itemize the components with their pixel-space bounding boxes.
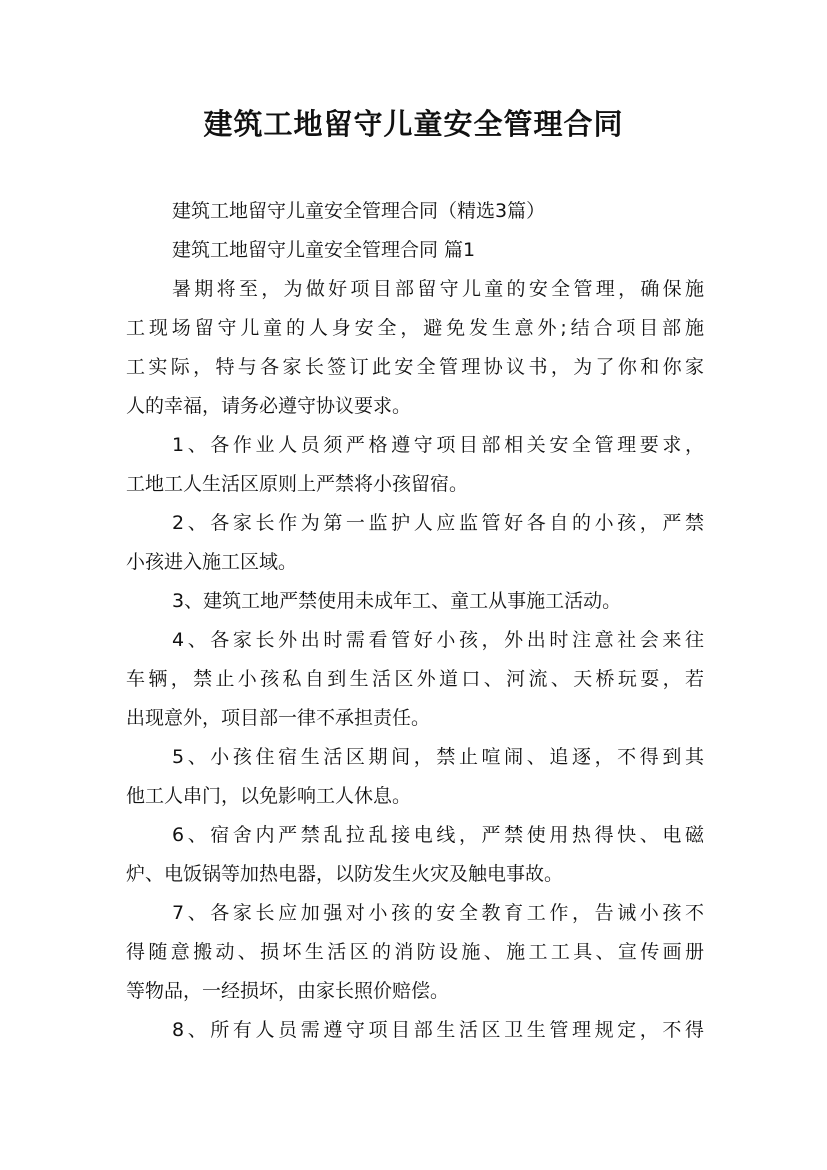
clause-line: 等物品，一经损坏，由家长照价赔偿。: [126, 980, 450, 1002]
clause-line: 7、各家长应加强对小孩的安全教育工作，告诫小孩不: [172, 902, 704, 924]
clause-line: 他工人串门，以免影响工人休息。: [126, 785, 412, 807]
paragraph-line: 人的幸福，请务必遵守协议要求。: [126, 395, 412, 417]
clause-line: 小孩进入施工区域。: [126, 551, 298, 573]
clause-line: 2、各家长作为第一监护人应监管好各自的小孩，严禁: [172, 512, 704, 534]
paragraph-line: 工现场留守儿童的人身安全，避免发生意外;结合项目部施: [126, 317, 704, 339]
section-heading: 建筑工地留守儿童安全管理合同 篇1: [172, 239, 476, 261]
clause-line: 炉、电饭锅等加热电器，以防发生火灾及触电事故。: [126, 863, 564, 885]
clause-line: 得随意搬动、损坏生活区的消防设施、施工工具、宣传画册: [126, 941, 704, 963]
document-title: 建筑工地留守儿童安全管理合同: [203, 107, 624, 141]
clause-line: 工地工人生活区原则上严禁将小孩留宿。: [126, 473, 469, 495]
document-body: [126, 192, 704, 1050]
paragraph-line: 暑期将至，为做好项目部留守儿童的安全管理，确保施: [172, 278, 704, 300]
clause-line: 5、小孩住宿生活区期间，禁止喧闹、追逐，不得到其: [172, 746, 704, 768]
clause-line: 8、所有人员需遵守项目部生活区卫生管理规定，不得: [172, 1019, 704, 1041]
clause-line: 车辆，禁止小孩私自到生活区外道口、河流、天桥玩耍，若: [126, 668, 704, 690]
clause-line: 6、宿舍内严禁乱拉乱接电线，严禁使用热得快、电磁: [172, 824, 704, 846]
subtitle-line: 建筑工地留守儿童安全管理合同（精选3篇）: [172, 200, 546, 222]
clause-line: 3、建筑工地严禁使用未成年工、童工从事施工活动。: [172, 590, 622, 612]
clause-line: 4、各家长外出时需看管好小孩，外出时注意社会来往: [172, 629, 704, 651]
clause-line: 出现意外，项目部一律不承担责任。: [126, 707, 431, 729]
paragraph-line: 工实际，特与各家长签订此安全管理协议书，为了你和你家: [126, 356, 704, 378]
clause-line: 1、各作业人员须严格遵守项目部相关安全管理要求，: [172, 434, 704, 456]
